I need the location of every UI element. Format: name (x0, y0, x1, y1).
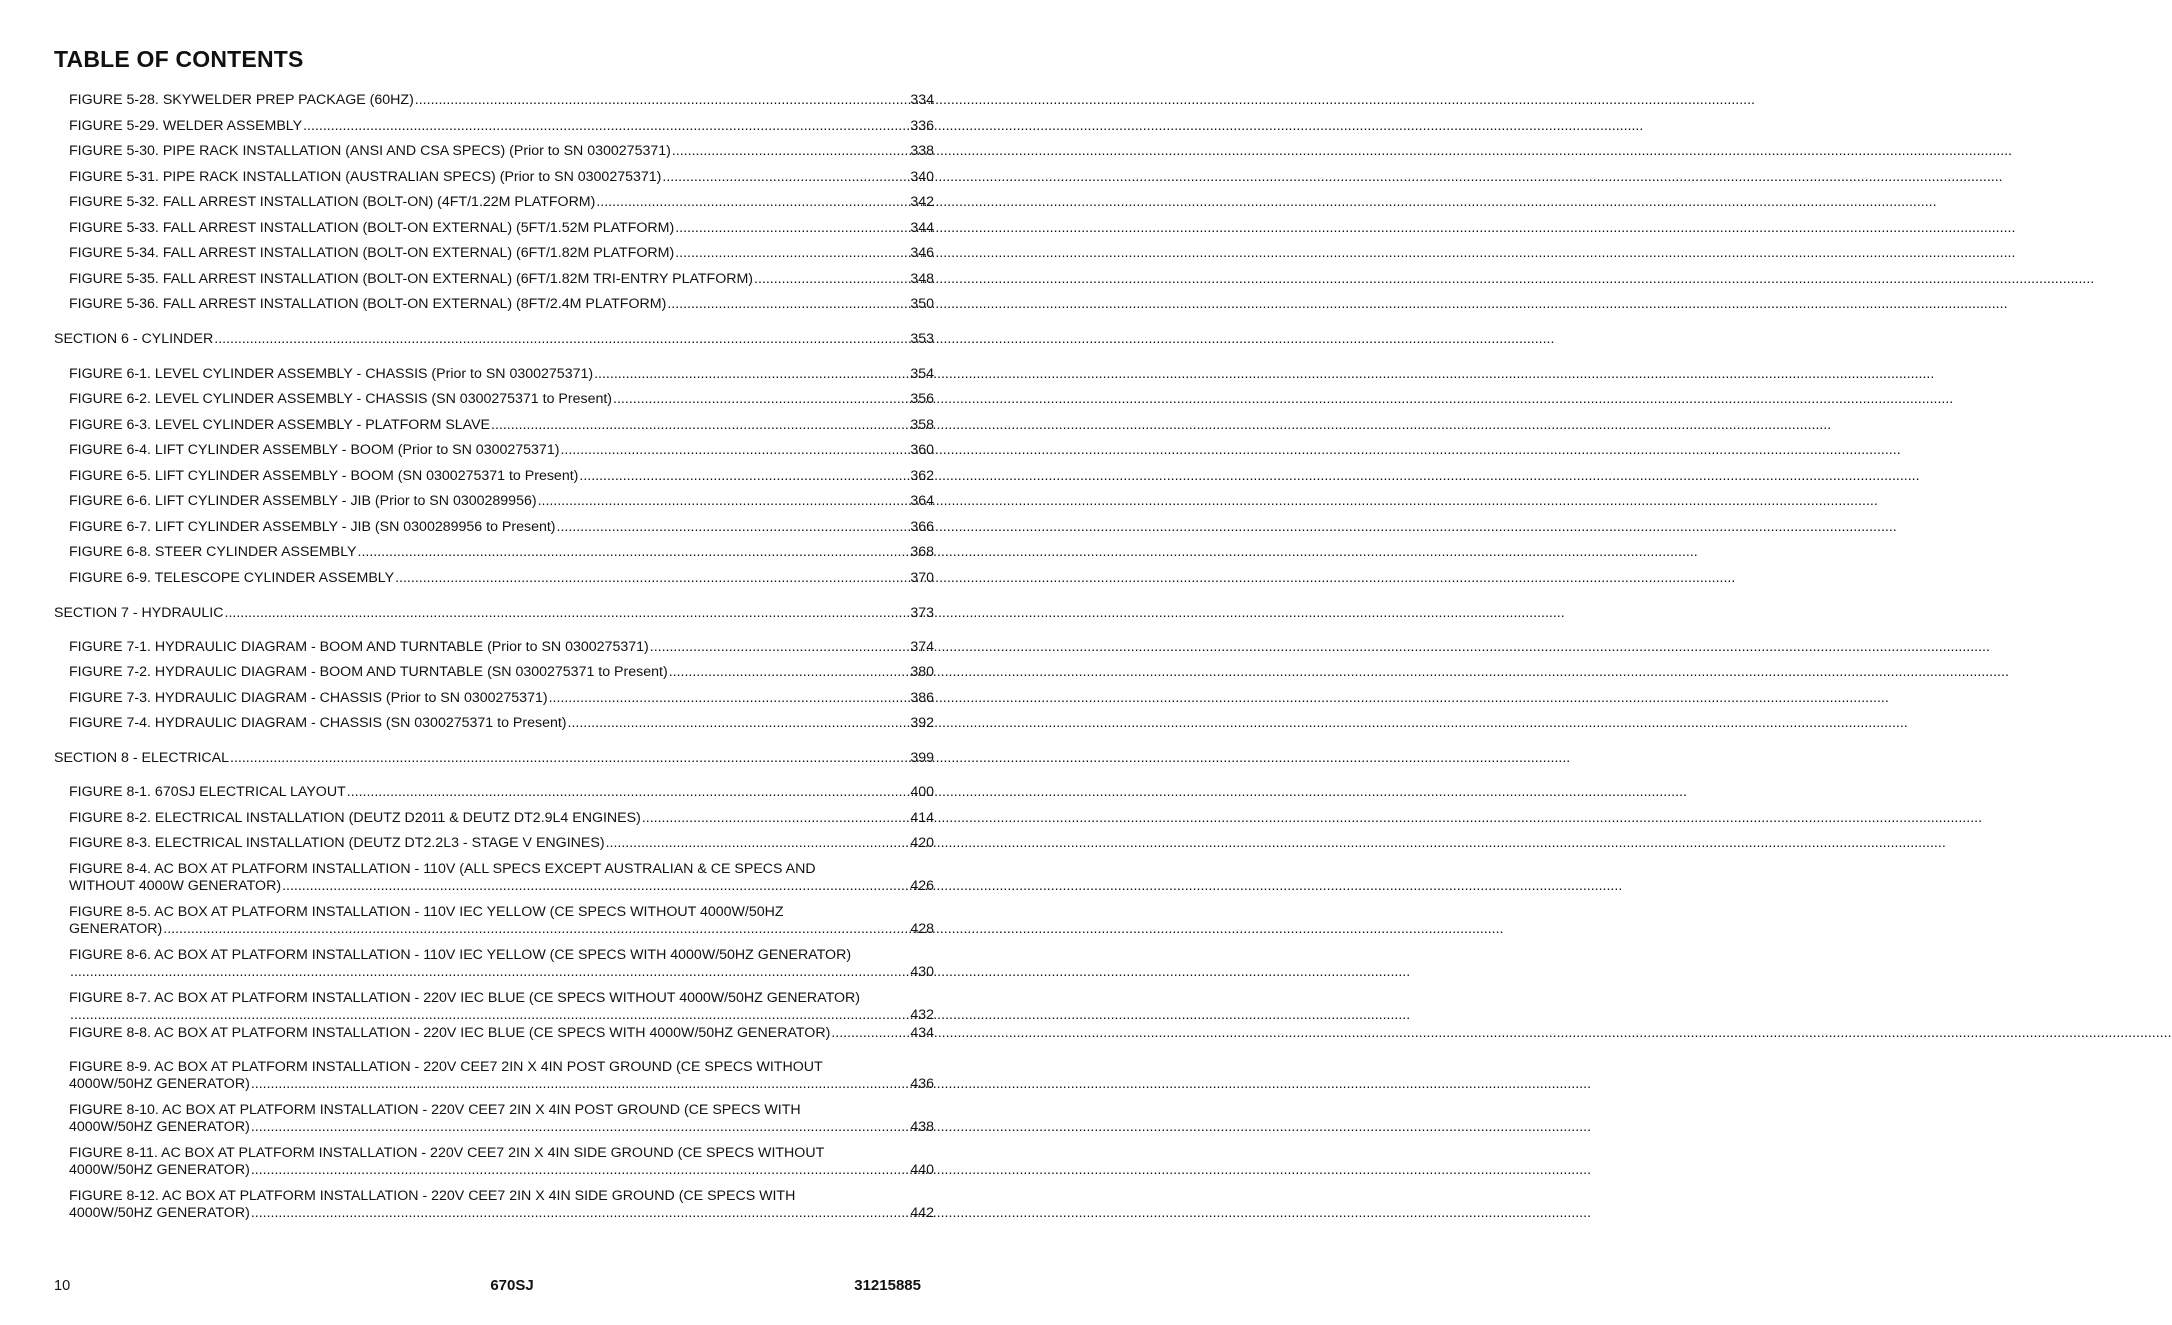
toc-entry-page-number: 380 (910, 664, 934, 680)
dot-leader (347, 784, 910, 801)
toc-entry-label-continued: 4000W/50HZ GENERATOR) (69, 1076, 250, 1092)
dot-leader (225, 605, 910, 622)
toc-entry-row (69, 664, 934, 681)
dot-leader (70, 964, 909, 981)
toc-figure-entry[interactable] (69, 519, 934, 536)
toc-entry-page-number: 360 (910, 442, 934, 458)
toc-entry-row (69, 1076, 934, 1093)
toc-entry-row (69, 715, 934, 732)
toc-entry-page-number: 386 (910, 690, 934, 706)
toc-entry-row (69, 194, 934, 211)
footer-model: 670SJ (490, 1277, 534, 1294)
dot-leader (214, 331, 909, 348)
toc-entry-label: FIGURE 8-11. AC BOX AT PLATFORM INSTALLATION - 220V CEE7 2IN X 4IN SIDE GROUND (CE SPECS WITHOUT (69, 1145, 825, 1161)
toc-entry-row (69, 271, 934, 288)
toc-entry-page-number: 420 (910, 835, 934, 851)
dot-leader (669, 664, 910, 681)
dot-leader (358, 544, 910, 561)
toc-entry-label: FIGURE 5-31. PIPE RACK INSTALLATION (AUSTRALIAN SPECS) (Prior to SN 0300275371) (69, 169, 662, 185)
toc-entry-label: FIGURE 5-34. FALL ARREST INSTALLATION (BOLT-ON EXTERNAL) (6FT/1.82M PLATFORM) (69, 245, 675, 261)
toc-entry-row (69, 519, 934, 536)
toc-entry-page-number: 354 (910, 366, 934, 382)
toc-figure-entry[interactable] (69, 366, 934, 383)
toc-entry-page-number: 353 (910, 331, 934, 347)
toc-entry-page-number: 344 (910, 220, 934, 236)
toc-figure-entry[interactable] (69, 784, 934, 801)
toc-figure-entry[interactable] (69, 904, 934, 938)
toc-entry-label: FIGURE 8-8. AC BOX AT PLATFORM INSTALLATION - 220V IEC BLUE (CE SPECS WITH 4000W/50HZ GENERATOR) (69, 1025, 831, 1041)
toc-figure-entry[interactable] (69, 1025, 934, 1042)
dot-leader (282, 878, 909, 895)
toc-entry-page-number: 392 (910, 715, 934, 731)
toc-figure-entry[interactable] (69, 1188, 934, 1222)
toc-entry-page-number: 356 (910, 391, 934, 407)
toc-entry-label-continued: WITHOUT 4000W GENERATOR) (69, 878, 282, 894)
dot-leader (754, 271, 909, 288)
dot-leader (662, 169, 909, 186)
toc-figure-entry[interactable] (69, 442, 934, 459)
dot-leader (538, 493, 910, 510)
toc-entry-row (69, 810, 934, 827)
dot-leader (303, 118, 909, 135)
dot-leader (251, 1162, 910, 1179)
toc-entry-page-number: 370 (910, 570, 934, 586)
dot-leader (163, 921, 909, 938)
toc-entry-label: FIGURE 6-1. LEVEL CYLINDER ASSEMBLY - CHASSIS (Prior to SN 0300275371) (69, 366, 594, 382)
dot-leader (579, 468, 909, 485)
toc-entry-row (69, 245, 934, 262)
toc-entry-page-number: 346 (910, 245, 934, 261)
toc-entry-page-number: 350 (910, 296, 934, 312)
toc-entry-label: FIGURE 7-2. HYDRAULIC DIAGRAM - BOOM AND TURNTABLE (SN 0300275371 to Present) (69, 664, 668, 680)
toc-entry-row (69, 1205, 934, 1222)
toc-entry-label: FIGURE 7-4. HYDRAULIC DIAGRAM - CHASSIS (SN 0300275371 to Present) (69, 715, 567, 731)
footer-doc-number: 31215885 (854, 1277, 921, 1294)
toc-figure-entry[interactable] (69, 664, 934, 681)
toc-entry-row (69, 784, 934, 801)
toc-entry-label-continued: 4000W/50HZ GENERATOR) (69, 1119, 250, 1135)
toc-entry-label-continued: 4000W/50HZ GENERATOR) (69, 1162, 250, 1178)
toc-figure-entry[interactable] (69, 639, 934, 656)
toc-figure-entry[interactable] (69, 1145, 934, 1179)
toc-entry-row (69, 468, 934, 485)
toc-entry-label: FIGURE 6-2. LEVEL CYLINDER ASSEMBLY - CHASSIS (SN 0300275371 to Present) (69, 391, 613, 407)
toc-figure-entry[interactable] (69, 468, 934, 485)
toc-entry-label: FIGURE 6-4. LIFT CYLINDER ASSEMBLY - BOOM (Prior to SN 0300275371) (69, 442, 560, 458)
toc-entry-page-number: 434 (910, 1025, 934, 1041)
toc-entry-row (69, 417, 934, 434)
page-title: TABLE OF CONTENTS (54, 46, 304, 72)
toc-entry-label: FIGURE 8-6. AC BOX AT PLATFORM INSTALLATION - 110V IEC YELLOW (CE SPECS WITH 4000W/50HZ GENERATOR) (69, 947, 852, 963)
dot-leader (568, 715, 910, 732)
dot-leader (557, 519, 910, 536)
toc-entry-page-number: 338 (910, 143, 934, 159)
toc-entry-label: FIGURE 5-35. FALL ARREST INSTALLATION (BOLT-ON EXTERNAL) (6FT/1.82M TRI-ENTRY PLATFORM) (69, 271, 754, 287)
toc-entry-page-number: 400 (910, 784, 934, 800)
toc-entry-label: FIGURE 5-30. PIPE RACK INSTALLATION (ANSI AND CSA SPECS) (Prior to SN 0300275371) (69, 143, 671, 159)
toc-figure-entry[interactable] (69, 947, 934, 981)
toc-entry-row (69, 1007, 934, 1024)
toc-entry-row (69, 639, 934, 656)
toc-entry-label-continued: GENERATOR) (69, 921, 163, 937)
dot-leader (251, 1205, 910, 1222)
dot-leader (675, 245, 909, 262)
toc-entry-row (69, 169, 934, 186)
toc-figure-entry[interactable] (69, 990, 934, 1024)
toc-entry-row (69, 493, 934, 510)
dot-leader (642, 810, 910, 827)
toc-figure-entry[interactable] (69, 245, 934, 262)
toc-entry-label: FIGURE 8-7. AC BOX AT PLATFORM INSTALLATION - 220V IEC BLUE (CE SPECS WITHOUT 4000W/50HZ GENERATOR) (69, 990, 860, 1006)
toc-figure-entry[interactable] (69, 715, 934, 732)
dot-leader (613, 391, 909, 408)
toc-entry-page-number: 334 (910, 92, 934, 108)
toc-entry-label: FIGURE 8-5. AC BOX AT PLATFORM INSTALLATION - 110V IEC YELLOW (CE SPECS WITHOUT 4000W/50HZ (69, 904, 784, 920)
dot-leader (596, 194, 909, 211)
toc-entry-page-number: 442 (910, 1205, 934, 1221)
toc-figure-entry[interactable] (69, 810, 934, 827)
toc-section-entry[interactable] (54, 750, 934, 767)
dot-leader (491, 417, 909, 434)
toc-entry-label: FIGURE 6-8. STEER CYLINDER ASSEMBLY (69, 544, 357, 560)
toc-entry-row (69, 296, 934, 313)
toc-figure-entry[interactable] (69, 417, 934, 434)
toc-section-entry[interactable] (54, 331, 934, 348)
toc-entry-label: FIGURE 8-10. AC BOX AT PLATFORM INSTALLATION - 220V CEE7 2IN X 4IN POST GROUND (CE SPECS WITH (69, 1102, 801, 1118)
toc-figure-entry[interactable] (69, 92, 934, 109)
toc-entry-label-continued: 4000W/50HZ GENERATOR) (69, 1205, 250, 1221)
toc-entry-row (69, 391, 934, 408)
toc-entry-page-number: 428 (910, 921, 934, 937)
toc-entry-page-number: 358 (910, 417, 934, 433)
toc-figure-entry[interactable] (69, 271, 934, 288)
toc-figure-entry[interactable] (69, 391, 934, 408)
footer-page-number: 10 (54, 1278, 71, 1294)
toc-entry-row (69, 1119, 934, 1136)
toc-entry-row (69, 1162, 934, 1179)
toc-entry-page-number: 362 (910, 468, 934, 484)
toc-entry-row (54, 605, 934, 622)
toc-entry-page-number: 348 (910, 271, 934, 287)
toc-entry-row (69, 878, 934, 895)
dot-leader (251, 1076, 910, 1093)
toc-entry-label: FIGURE 6-6. LIFT CYLINDER ASSEMBLY - JIB (Prior to SN 0300289956) (69, 493, 537, 509)
toc-figure-entry[interactable] (69, 169, 934, 186)
toc-entry-page-number: 366 (910, 519, 934, 535)
dot-leader (560, 442, 909, 459)
dot-leader (549, 690, 910, 707)
toc-entry-row (54, 750, 934, 767)
dot-leader (606, 835, 910, 852)
toc-figure-entry[interactable] (69, 835, 934, 852)
toc-entry-label: FIGURE 8-2. ELECTRICAL INSTALLATION (DEUTZ D2011 & DEUTZ DT2.9L4 ENGINES) (69, 810, 641, 826)
dot-leader (667, 296, 909, 313)
toc-entry-page-number: 399 (910, 750, 934, 766)
toc-entry-label: FIGURE 6-5. LIFT CYLINDER ASSEMBLY - BOOM (SN 0300275371 to Present) (69, 468, 579, 484)
toc-entry-label: FIGURE 8-3. ELECTRICAL INSTALLATION (DEUTZ DT2.2L3 - STAGE V ENGINES) (69, 835, 605, 851)
toc-entry-page-number: 336 (910, 118, 934, 134)
toc-entry-page-number: 436 (910, 1076, 934, 1092)
toc-figure-entry[interactable] (69, 861, 934, 895)
toc-entry-page-number: 364 (910, 493, 934, 509)
toc-entry-label: FIGURE 5-29. WELDER ASSEMBLY (69, 118, 303, 134)
toc-entry-label: FIGURE 5-28. SKYWELDER PREP PACKAGE (60HZ) (69, 92, 414, 108)
dot-leader (650, 639, 910, 656)
toc-entry-row (69, 366, 934, 383)
toc-entry-label: SECTION 8 - ELECTRICAL (54, 750, 230, 766)
toc-entry-row (69, 570, 934, 587)
toc-entry-page-number: 342 (910, 194, 934, 210)
toc-figure-entry[interactable] (69, 220, 934, 237)
toc-figure-entry[interactable] (69, 118, 934, 135)
toc-entry-label: SECTION 6 - CYLINDER (54, 331, 214, 347)
toc-entry-page-number: 374 (910, 639, 934, 655)
toc-entry-row (69, 442, 934, 459)
toc-entry-row (69, 964, 934, 981)
dot-leader (70, 1007, 909, 1024)
toc-entry-label: FIGURE 6-9. TELESCOPE CYLINDER ASSEMBLY (69, 570, 395, 586)
toc-figure-entry[interactable] (69, 690, 934, 707)
toc-figure-entry[interactable] (69, 570, 934, 587)
toc-figure-entry[interactable] (69, 1059, 934, 1093)
dot-leader (395, 570, 909, 587)
toc-figure-entry[interactable] (69, 1102, 934, 1136)
toc-figure-entry[interactable] (69, 493, 934, 510)
toc-entry-page-number: 373 (910, 605, 934, 621)
toc-entry-row (69, 690, 934, 707)
toc-entry-row (69, 220, 934, 237)
toc-entry-label: FIGURE 8-12. AC BOX AT PLATFORM INSTALLATION - 220V CEE7 2IN X 4IN SIDE GROUND (CE SPECS WITH (69, 1188, 796, 1204)
toc-figure-entry[interactable] (69, 194, 934, 211)
toc-figure-entry[interactable] (69, 296, 934, 313)
toc-entry-page-number: 414 (910, 810, 934, 826)
toc-entry-row (69, 1025, 934, 1042)
toc-entry-label: FIGURE 8-9. AC BOX AT PLATFORM INSTALLATION - 220V CEE7 2IN X 4IN POST GROUND (CE SPECS WITHOUT (69, 1059, 823, 1075)
dot-leader (831, 1025, 909, 1042)
toc-entry-page-number: 430 (910, 964, 934, 980)
toc-entry-row (69, 143, 934, 160)
toc-entry-page-number: 440 (910, 1162, 934, 1178)
dot-leader (230, 750, 909, 767)
dot-leader (594, 366, 909, 383)
toc-entry-row (69, 921, 934, 938)
toc-entry-label: FIGURE 5-32. FALL ARREST INSTALLATION (BOLT-ON) (4FT/1.22M PLATFORM) (69, 194, 596, 210)
toc-figure-entry[interactable] (69, 544, 934, 561)
toc-entry-row (69, 544, 934, 561)
toc-entry-label: FIGURE 8-4. AC BOX AT PLATFORM INSTALLATION - 110V (ALL SPECS EXCEPT AUSTRALIAN & CE SPECS AND (69, 861, 816, 877)
toc-entry-page-number: 426 (910, 878, 934, 894)
toc-entry-label: FIGURE 6-3. LEVEL CYLINDER ASSEMBLY - PLATFORM SLAVE (69, 417, 491, 433)
toc-section-entry[interactable] (54, 605, 934, 622)
toc-entry-label: FIGURE 8-1. 670SJ ELECTRICAL LAYOUT (69, 784, 346, 800)
toc-entry-label: FIGURE 6-7. LIFT CYLINDER ASSEMBLY - JIB (SN 0300289956 to Present) (69, 519, 556, 535)
toc-entry-row (54, 331, 934, 348)
toc-entry-label: FIGURE 7-3. HYDRAULIC DIAGRAM - CHASSIS (Prior to SN 0300275371) (69, 690, 548, 706)
toc-entry-row (69, 835, 934, 852)
dot-leader (251, 1119, 910, 1136)
toc-entry-row (69, 118, 934, 135)
toc-entry-page-number: 438 (910, 1119, 934, 1135)
dot-leader (675, 220, 909, 237)
toc-entry-page-number: 340 (910, 169, 934, 185)
toc-entry-label: SECTION 7 - HYDRAULIC (54, 605, 224, 621)
toc-entry-page-number: 432 (910, 1007, 934, 1023)
dot-leader (672, 143, 909, 160)
toc-entry-label: FIGURE 7-1. HYDRAULIC DIAGRAM - BOOM AND TURNTABLE (Prior to SN 0300275371) (69, 639, 649, 655)
toc-figure-entry[interactable] (69, 143, 934, 160)
toc-entry-label: FIGURE 5-33. FALL ARREST INSTALLATION (BOLT-ON EXTERNAL) (5FT/1.52M PLATFORM) (69, 220, 675, 236)
toc-entry-row (69, 92, 934, 109)
toc-entry-label: FIGURE 5-36. FALL ARREST INSTALLATION (BOLT-ON EXTERNAL) (8FT/2.4M PLATFORM) (69, 296, 667, 312)
toc-entry-page-number: 368 (910, 544, 934, 560)
dot-leader (415, 92, 910, 109)
